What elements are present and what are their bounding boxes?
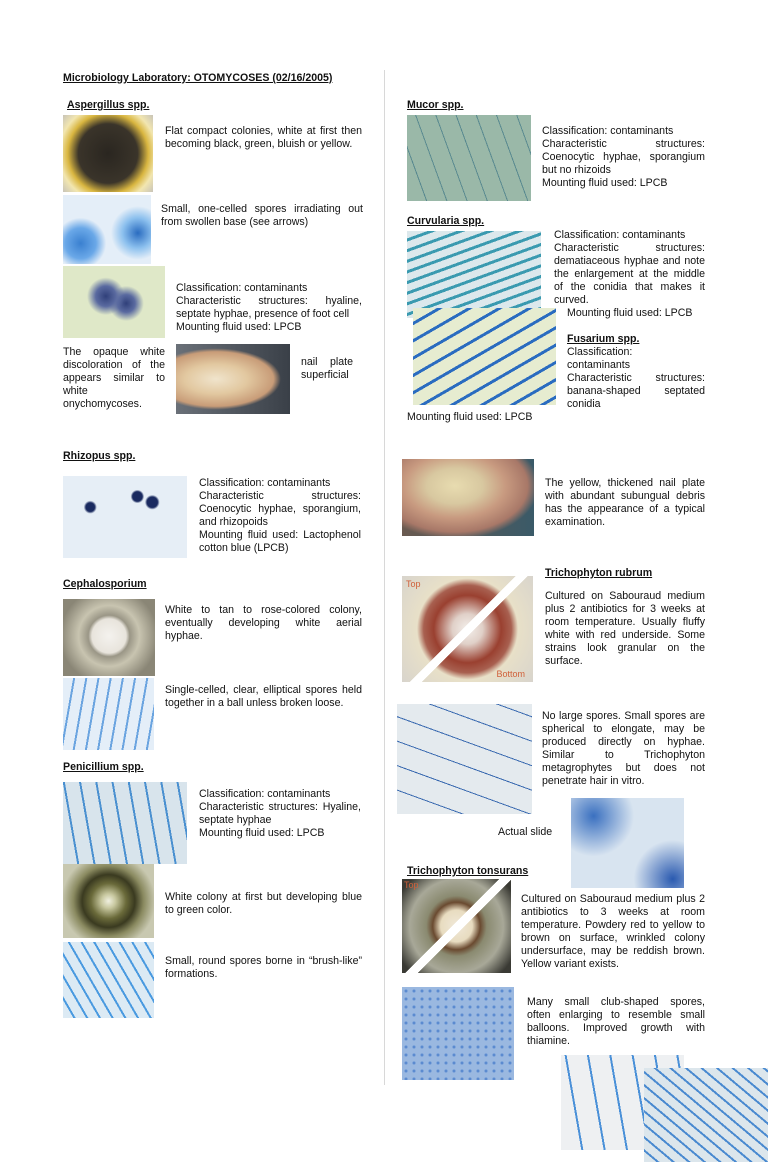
rubrum-plate-image xyxy=(402,576,533,682)
classification-line: Classification: xyxy=(567,346,633,358)
structures-line: Characteristic structures: Hyaline, septate hyphae xyxy=(199,801,361,826)
plate-bottom-label: Bottom xyxy=(496,669,525,679)
heading-rhizopus: Rhizopus spp. xyxy=(63,450,136,462)
structures-line: Characteristic structures: dematiaceous hyphae and note the enlargement at the middle of the conidia that makes it curved. xyxy=(554,242,705,306)
rhizopus-text xyxy=(199,477,361,555)
actual-slide-image xyxy=(571,798,684,888)
rubrum-text-2: No large spores. Small spores are spherical to elongate, may be produced directly on hyphae. Similar to Trichophyton metagrophytes but does not penetrate hair in vitro. xyxy=(542,710,705,787)
heading-penicillium: Penicillium spp. xyxy=(63,761,144,773)
curvularia-mounting: Mounting fluid used: LPCB xyxy=(567,307,693,319)
classification-line: Classification: contaminants xyxy=(199,477,331,489)
heading-mucor: Mucor spp. xyxy=(407,99,464,111)
classification-line: Classification: contaminants xyxy=(199,788,331,800)
page-title: Microbiology Laboratory: OTOMYCOSES (02/16/2005) xyxy=(63,72,333,84)
toenail-text: The yellow, thickened nail plate with abundant subungual debris has the appearance of a typical examination. xyxy=(545,477,705,528)
nail-text-right: nail plate superficial xyxy=(301,356,353,381)
penicillium-microscope-image xyxy=(63,782,187,864)
heading-trichophyton-rubrum: Trichophyton rubrum xyxy=(545,567,653,579)
aspergillus-text-2: Small, one-celled spores irradiating out from swollen base (see arrows) xyxy=(161,203,363,228)
nail-text-left: The opaque white discoloration of the appears similar to white onychomycoses. xyxy=(63,346,165,410)
aspergillus-text-1: Flat compact colonies, white at first then becoming black, green, bluish or yellow. xyxy=(165,125,362,150)
nail-image xyxy=(176,344,290,414)
penicillium-text-2: White colony at first but developing blue to green color. xyxy=(165,891,362,916)
cephalosporium-text-2: Single-celled, clear, elliptical spores held together in a ball unless broken loose. xyxy=(165,684,362,709)
aspergillus-spores-image xyxy=(63,195,151,264)
toenail-image xyxy=(402,459,534,536)
structures-line: Characteristic structures: Coenocytic hyphae, sporangium but no rhizoids xyxy=(542,138,705,176)
heading-fusarium: Fusarium spp. xyxy=(567,333,640,345)
mounting-line: Mounting fluid used: LPCB xyxy=(176,321,302,333)
structures-line: Characteristic structures: hyaline, septate hyphae, presence of foot cell xyxy=(176,295,362,320)
heading-cephalosporium: Cephalosporium xyxy=(63,578,147,590)
rhizopus-image xyxy=(63,476,187,558)
fusarium-mounting: Mounting fluid used: LPCB xyxy=(407,411,533,423)
tonsurans-text-1: Cultured on Sabouraud medium plus 2 antibiotics to 3 weeks at room temperature. Powdery red to yellow to brown on surface, wrinkled colony undersurface, may be reddish brown. Yellow variant exists. xyxy=(521,893,705,970)
cephalosporium-spores-image xyxy=(63,678,154,750)
rubrum-text-1: Cultured on Sabouraud medium plus 2 antibiotics for 3 weeks at room temperature. Usually fluffy white with red underside. Some strains look granular on the surface. xyxy=(545,590,705,667)
rubrum-microscope-image xyxy=(397,704,532,814)
tonsurans-slide-image-2 xyxy=(644,1068,768,1162)
cephalosporium-colony-image xyxy=(63,599,155,676)
tonsurans-spores-image xyxy=(402,987,514,1080)
structures-line: Characteristic structures: Coenocytic hyphae, sporangium, and rhizopoids xyxy=(199,490,361,528)
aspergillus-microscope-image xyxy=(63,266,165,338)
classification-value: contaminants xyxy=(567,359,631,371)
mounting-line: Mounting fluid used: Lactophenol cotton blue (LPCB) xyxy=(199,529,361,554)
classification-line: Classification: contaminants xyxy=(554,229,686,241)
penicillium-text-3: Small, round spores borne in “brush-like” formations. xyxy=(165,955,362,980)
aspergillus-text-3 xyxy=(176,282,362,334)
fusarium-image xyxy=(413,308,556,405)
classification-line: Classification: contaminants xyxy=(542,125,674,137)
mounting-line: Mounting fluid used: LPCB xyxy=(542,177,668,189)
tonsurans-text-2: Many small club-shaped spores, often enlarging to resemble small balloons. Improved growth with thiamine. xyxy=(527,996,705,1047)
column-divider xyxy=(384,70,385,1085)
tonsurans-plate-image xyxy=(402,879,511,973)
structures-line: Characteristic structures: banana-shaped septated conidia xyxy=(567,372,705,410)
fusarium-text xyxy=(567,346,705,411)
heading-aspergillus: Aspergillus spp. xyxy=(67,99,150,111)
mucor-image xyxy=(407,115,531,201)
curvularia-text xyxy=(554,229,705,307)
heading-curvularia: Curvularia spp. xyxy=(407,215,485,227)
aspergillus-colony-image xyxy=(63,115,153,192)
penicillium-text-1 xyxy=(199,788,361,840)
penicillium-colony-image xyxy=(63,864,154,938)
curvularia-image xyxy=(407,231,541,318)
mounting-line: Mounting fluid used: LPCB xyxy=(199,827,325,839)
plate-top-label: Top xyxy=(404,880,419,890)
heading-trichophyton-tonsurans: Trichophyton tonsurans xyxy=(407,865,529,877)
plate-top-label: Top xyxy=(406,579,421,589)
cephalosporium-text-1: White to tan to rose-colored colony, eventually developing white aerial hyphae. xyxy=(165,604,362,642)
actual-slide-label: Actual slide xyxy=(498,826,553,838)
penicillium-brush-image xyxy=(63,942,154,1018)
classification-line: Classification: contaminants xyxy=(176,282,308,294)
mucor-text xyxy=(542,125,705,190)
